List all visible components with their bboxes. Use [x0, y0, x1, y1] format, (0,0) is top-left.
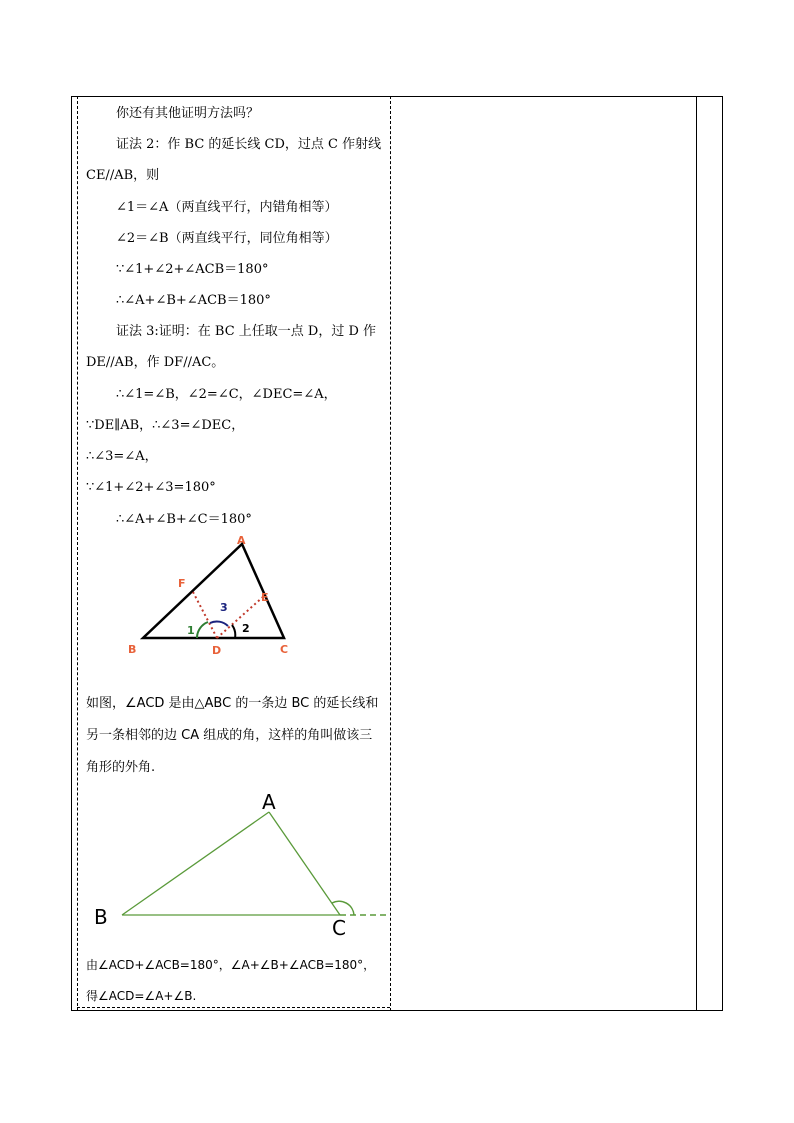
table-top-border — [71, 96, 723, 97]
method3-step2: ∵DE∥AB，∴∠3=∠DEC， — [86, 418, 245, 433]
column-divider-right — [696, 96, 697, 1011]
label-a: A — [237, 534, 246, 547]
method3-step5: ∴∠A+∠B+∠C＝180° — [116, 512, 252, 527]
method3-step4: ∵∠1+∠2+∠3=180° — [86, 480, 216, 495]
angle-3-arc — [210, 621, 228, 626]
method3-line1: 证法 3:证明：在 BC 上任取一点 D，过 D 作 — [116, 324, 377, 339]
fig2-label-b: B — [94, 905, 108, 929]
method2-line2: CE//AB，则 — [86, 168, 160, 183]
table-bottom-dashed — [77, 1007, 390, 1008]
table-left-border — [71, 96, 72, 1011]
triangle-figure-1 — [120, 530, 320, 660]
label-d: D — [212, 644, 222, 657]
column-divider-left — [77, 96, 78, 1011]
conclusion-line1: 由∠ACD+∠ACB=180°，∠A+∠B+∠ACB=180°， — [86, 958, 376, 972]
label-f: F — [178, 577, 186, 590]
side-ba — [122, 812, 269, 915]
angle-1-arc — [197, 622, 208, 638]
method2-step2: ∠2＝∠B（两直线平行，同位角相等） — [116, 231, 338, 246]
label-e: E — [261, 591, 269, 604]
triangle-figure-2 — [86, 785, 392, 945]
angle-2-arc — [232, 625, 235, 638]
table-bottom-border — [71, 1010, 723, 1011]
method2-line1: 证法 2：作 BC 的延长线 CD，过点 C 作射线 — [116, 137, 382, 152]
fig2-label-c: C — [332, 916, 346, 940]
method3-step1: ∴∠1=∠B，∠2=∠C，∠DEC=∠A， — [116, 387, 337, 402]
table-right-border — [722, 96, 723, 1011]
angle-1-label: 1 — [187, 624, 195, 637]
angle-3-label: 3 — [220, 601, 228, 614]
label-c: C — [280, 643, 289, 656]
method2-step4: ∴∠A+∠B+∠ACB＝180° — [116, 293, 271, 308]
segment-df — [193, 592, 217, 638]
label-b: B — [128, 643, 137, 656]
angle-2-label: 2 — [242, 622, 250, 635]
fig2-label-a: A — [262, 790, 276, 814]
method2-step1: ∠1＝∠A（两直线平行，内错角相等） — [116, 200, 338, 215]
side-ac — [269, 812, 340, 915]
conclusion-line2: 得∠ACD=∠A+∠B. — [86, 989, 197, 1003]
method3-step3: ∴∠3=∠A， — [86, 449, 158, 464]
method2-step3: ∵∠1+∠2+∠ACB＝180° — [116, 262, 269, 277]
method3-line2: DE//AB，作 DF//AC。 — [86, 355, 225, 370]
question-text: 你还有其他证明方法吗？ — [116, 106, 260, 121]
exterior-angle-definition: 如图，∠ACD 是由△ABC 的一条边 BC 的延长线和另一条相邻的边 CA 组成的角，这样的角叫做该三角形的外角. — [86, 696, 379, 775]
